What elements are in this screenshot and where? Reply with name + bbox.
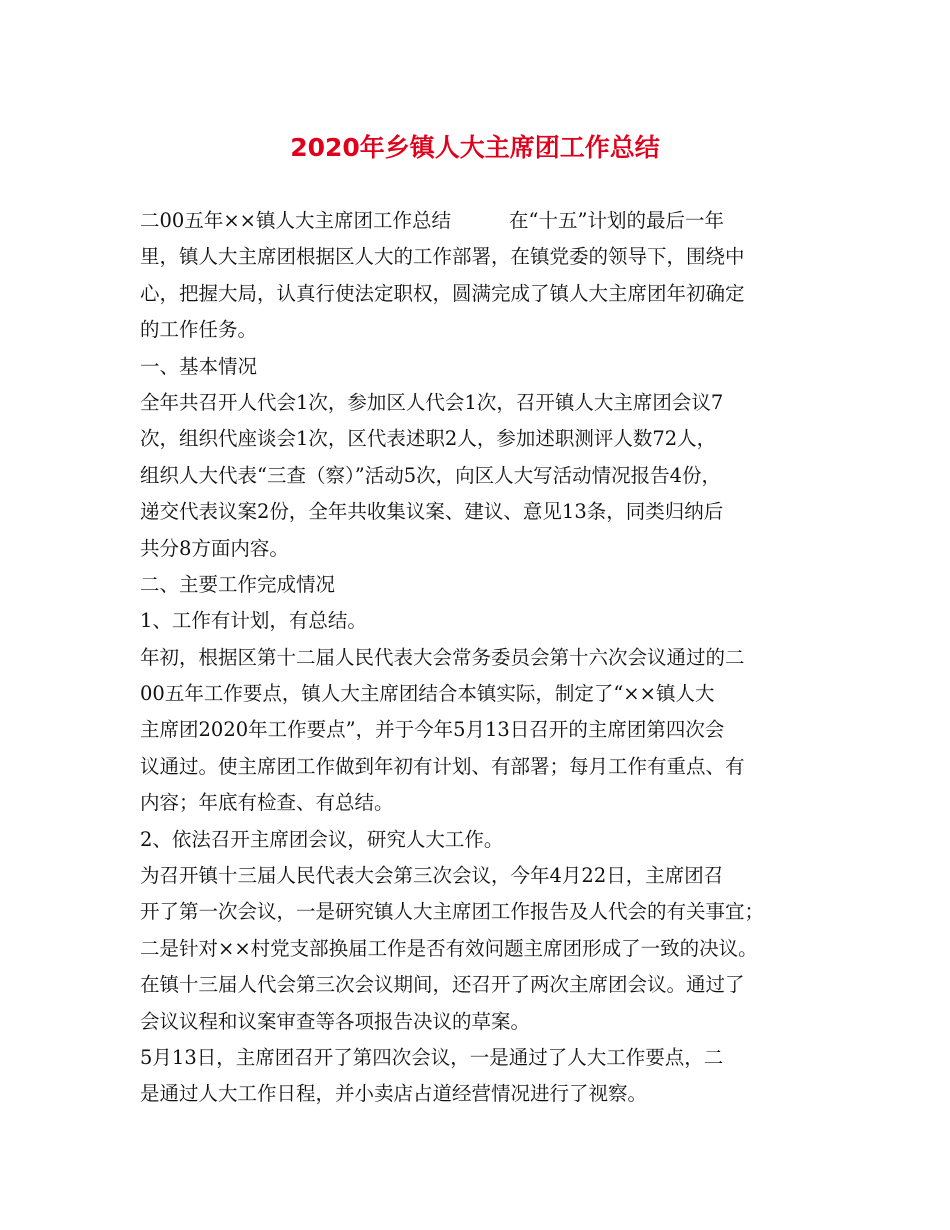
body-line: 5月13日，主席团召开了第四次会议，一是通过了人大工作要点，二 [140, 1045, 724, 1069]
body-line: 二是针对××村党支部换届工作是否有效问题主席团形成了一致的决议。 [140, 936, 758, 960]
body-line: 递交代表议案2份，全年共收集议案、建议、意见13条，同类归纳后 [140, 500, 724, 524]
body-line: 心，把握大局，认真行使法定职权，圆满完成了镇人大主席团年初确定 [140, 281, 745, 305]
body-line: 会议议程和议案审查等各项报告决议的草案。 [140, 1009, 531, 1033]
body-line: 全年共召开人代会1次，参加区人代会1次，召开镇人大主席团会议7 [140, 390, 724, 414]
body-line: 组织人大代表“三查（察）”活动5次，向区人大写活动情况报告4份， [140, 463, 722, 487]
body-line: 次，组织代座谈会1次，区代表述职2人，参加述职测评人数72人， [140, 427, 717, 451]
body-line: 是通过人大工作日程，并小卖店占道经营情况进行了视察。 [140, 1082, 648, 1106]
body-line [140, 203, 820, 239]
body-line: 开了第一次会议，一是研究镇人大主席团工作报告及人代会的有关事宜； [140, 900, 765, 924]
subsection-heading: 1、工作有计划，有总结。 [140, 609, 367, 633]
subsection-heading: 2、依法召开主席团会议，研究人大工作。 [140, 827, 504, 851]
section-heading: 二、主要工作完成情况 [140, 572, 336, 596]
body-line: 的工作任务。 [140, 318, 258, 342]
body-line: 内容；年底有检查、有总结。 [140, 791, 394, 815]
body-line: 00五年工作要点，镇人大主席团结合本镇实际，制定了“××镇人大 [140, 682, 715, 706]
document-body [140, 203, 820, 1113]
section-heading: 一、基本情况 [140, 354, 258, 378]
body-line: 主席团2020年工作要点”，并于今年5月13日召开的主席团第四次会 [140, 718, 725, 742]
body-line: 在镇十三届人代会第三次会议期间，还召开了两次主席团会议。通过了 [140, 973, 745, 997]
body-line-segment: 在“十五”计划的最后一年 [509, 209, 724, 232]
body-line: 年初，根据区第十二届人民代表大会常务委员会第十六次会议通过的二 [140, 645, 745, 669]
body-line: 里，镇人大主席团根据区人大的工作部署，在镇党委的领导下，围绕中 [140, 245, 745, 269]
document-title: 2020年乡镇人大主席团工作总结 [290, 133, 660, 162]
body-line-segment: 二00五年××镇人大主席团工作总结 [140, 209, 451, 232]
body-line: 议通过。使主席团工作做到年初有计划、有部署；每月工作有重点、有 [140, 754, 745, 778]
body-line: 共分8方面内容。 [140, 536, 289, 560]
body-line: 为召开镇十三届人民代表大会第三次会议，今年4月22日，主席团召 [140, 864, 724, 888]
